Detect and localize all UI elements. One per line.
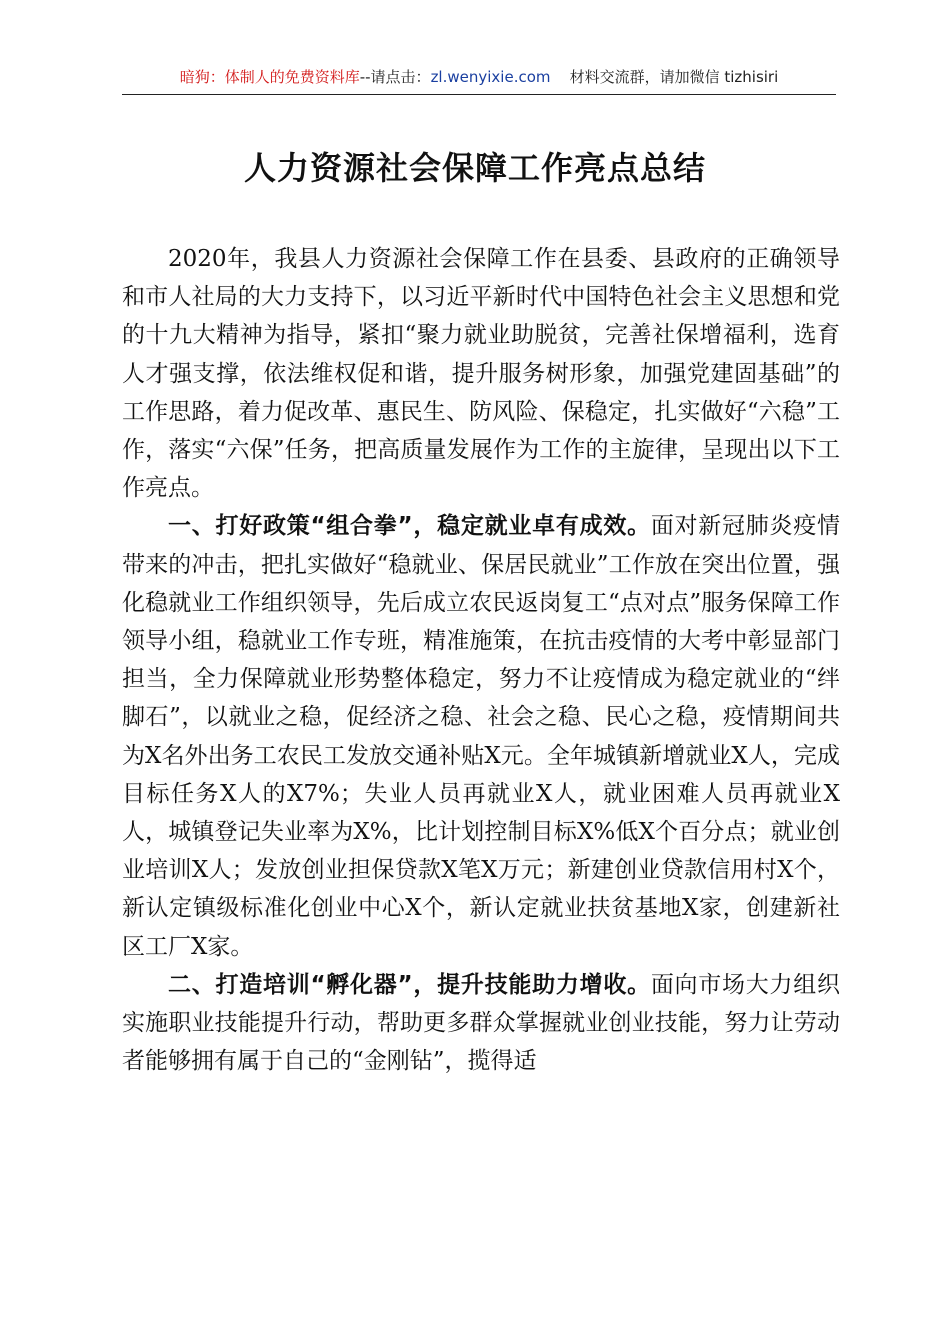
paragraph-intro [122,240,840,507]
page-header [122,66,836,95]
section-heading: 二、打造培训“孵化器”，提升技能助力增收。 [168,971,651,998]
document-title: 人力资源社会保障工作亮点总结 [243,149,706,187]
paragraph-section-2 [122,966,840,1081]
document-body [122,240,840,1080]
section-heading: 一、打好政策“组合拳”，稳定就业卓有成效。 [168,513,651,540]
header-group-note: 材料交流群，请加微信 tizhisiri [569,68,779,86]
header-url-link[interactable]: zl.wenyixie.com [430,68,551,86]
paragraph-text: 面对新冠肺炎疫情带来的冲击，把扎实做好“稳就业、保居民就业”工作放在突出位置，强化稳就业工作组织领导，先后成立农民返岗复工“点对点”服务保障工作领导小组，稳就业工作专班，精准施策，在抗击疫情的大考中彰显部门担当，全力保障就业形势整体稳定，努力不让疫情成为稳定就业的“绊脚石”，以就业之稳，促经济之稳、社会之稳、民心之稳，疫情期间共为X名外出务工农民工发放交通补贴X元。全年城镇新增就业X人，完成目标任务X人的X7%；失业人员再就业X人，就业困难人员再就业X人，城镇登记失业率为X%，比计划控制目标X%低X个百分点；就业创业培训X人；发放创业担保贷款X笔X万元；新建创业贷款信用村X个，新认定镇级标准化创业中心X个，新认定就业扶贫基地X家，创建新社区工厂X家。 [122,513,841,960]
paragraph-text: 2020年，我县人力资源社会保障工作在县委、县政府的正确领导和市人社局的大力支持下，以习近平新时代中国特色社会主义思想和党的十九大精神为指导，紧扣“聚力就业助脱贫，完善社保增福利，选育人才强支撑，依法维权促和谐，提升服务树形象，加强党建固基础”的工作思路，着力促改革、惠民生、防风险、保稳定，扎实做好“六稳”工作，落实“六保”任务，把高质量发展作为工作的主旋律，呈现出以下工作亮点。 [122,246,840,502]
header-click-prefix: --请点击： [359,68,431,86]
paragraph-section-1 [122,507,840,965]
header-brand: 暗狗：体制人的免费资料库 [179,68,360,86]
paragraph-text: 面向市场大力组织实施职业技能提升行动，帮助更多群众掌握就业创业技能，努力让劳动者能够拥有属于自己的“金刚钻”，揽得适 [122,971,841,1075]
